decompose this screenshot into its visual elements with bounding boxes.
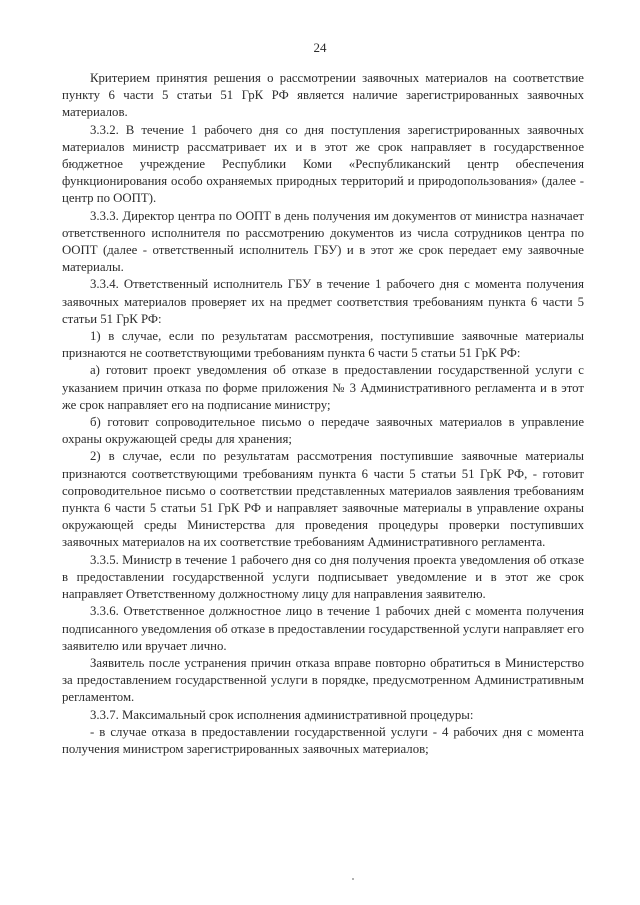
paragraph-criterion: Критерием принятия решения о рассмотрении заявочных материалов на соответствие пункту 6 части 5 статьи 51 ГрК РФ является наличие зарегистрированных заявочных материалов.	[62, 71, 584, 120]
paragraph-3-3-3: 3.3.3. Директор центра по ООПТ в день получения им документов от министра назначает ответственного исполнителя по рассмотрению документов из числа сотрудников центра по ООПТ (далее - ответственный исполнитель ГБУ) и в этот же срок передает ему заявочные материалы.	[62, 208, 584, 275]
paragraph-item-1a: а) готовит проект уведомления об отказе в предоставлении государственной услуги с указанием причин отказа по форме приложения № 3 Административного регламента и в этот же срок направляет его на подписание министру;	[62, 363, 584, 412]
paragraph-item-2: 2) в случае, если по результатам рассмотрения поступившие заявочные материалы признаются соответствующими требованиям пункта 6 части 5 статьи 51 ГрК РФ, - готовит сопроводительное письмо о соответствии представленных материалов заявления требованиям пункта 6 части 5 статьи 51 ГрК РФ и направляет заявочные материалы в управление охраны окружающей среды Министерства для проведения процедуры проверки поступивших заявочных материалов на их соответствие требованиям Административного регламента.	[62, 449, 584, 550]
scan-speck	[352, 878, 354, 880]
document-body	[62, 70, 584, 758]
paragraph-item-1b: б) готовит сопроводительное письмо о передаче заявочных материалов в управление охраны окружающей среды для хранения;	[62, 415, 584, 447]
paragraph-3-3-2: 3.3.2. В течение 1 рабочего дня со дня поступления зарегистрированных заявочных материалов министр рассматривает их и в этот же срок направляет в государственное бюджетное учреждение Республики Коми «Республиканский центр обеспечения функционирования особо охраняемых природных территорий и природопользования» (далее - центр по ООПТ).	[62, 122, 584, 206]
paragraph-reapply: Заявитель после устранения причин отказа вправе повторно обратиться в Министерство за предоставлением государственной услуги в порядке, предусмотренном Административным регламентом.	[62, 655, 584, 705]
paragraph-3-3-7: 3.3.7. Максимальный срок исполнения административной процедуры:	[90, 707, 474, 722]
paragraph-3-3-4: 3.3.4. Ответственный исполнитель ГБУ в течение 1 рабочего дня с момента получения заявочных материалов проверяет их на предмет соответствия требованиям пункта 6 части 5 статьи 51 ГрК РФ:	[62, 277, 584, 326]
page-number: 24	[313, 40, 327, 55]
paragraph-item-1: 1) в случае, если по результатам рассмотрения, поступившие заявочные материалы признаются не соответствующими требованиям пункта 6 части 5 статьи 51 ГрК РФ:	[62, 329, 584, 361]
paragraph-3-3-6: 3.3.6. Ответственное должностное лицо в течение 1 рабочих дней с момента получения подписанного уведомления об отказе в предоставлении государственной услуги направляет его заявителю или вручает лично.	[62, 604, 584, 653]
paragraph-3-3-5: 3.3.5. Министр в течение 1 рабочего дня со дня получения проекта уведомления об отказе в предоставлении государственной услуги подписывает уведомление и в этот же срок направляет Ответственному должностному лицу для направления заявителю.	[62, 552, 584, 602]
paragraph-max-term-refusal: - в случае отказа в предоставлении государственной услуги - 4 рабочих дня с момента получения министром зарегистрированных заявочных материалов;	[62, 724, 584, 756]
